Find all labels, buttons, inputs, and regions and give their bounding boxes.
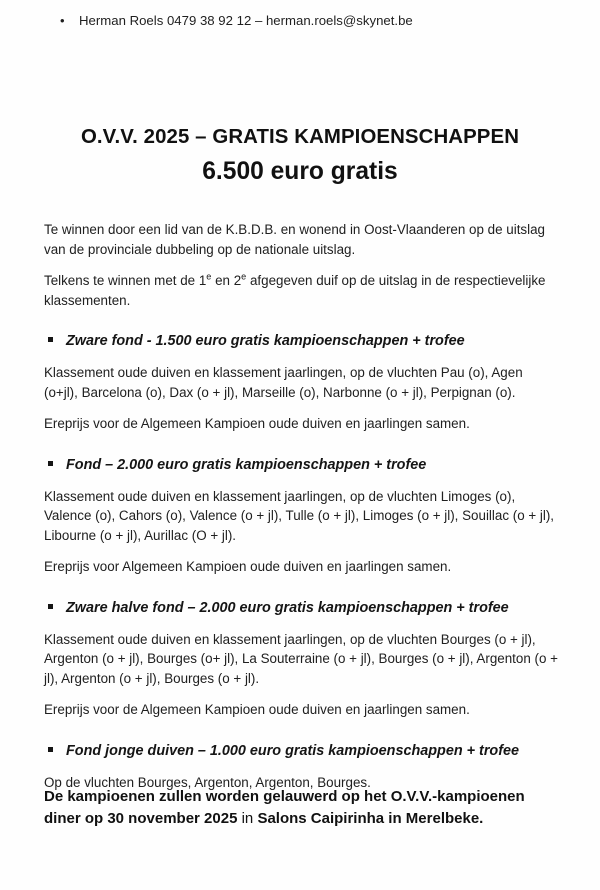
section-paragraph: Op de vluchten Bourges, Argenton, Argenton, Bourges. [44, 774, 371, 790]
section-heading [44, 332, 560, 351]
section-paragraph: Klassement oude duiven en klassement jaarlingen, op de vluchten Limoges (o), Valence (o), Cahors (o), Valence (o + jl), Tulle (o + jl), Limoges (o + jl), Souillac (o + jl), Libourne (o + jl), Aurillac (O + jl). [44, 488, 555, 543]
section-heading-label: Fond – 2.000 euro gratis kampioenschappen + trofee [66, 456, 427, 473]
square-bullet-icon [44, 329, 66, 347]
closing-bold-part-1: De kampioenen zullen worden gelauwerd op het O.V.V.-kampioenen diner op 30 november 2025 [44, 788, 525, 827]
section-zware-fond [44, 332, 560, 434]
ordinal-superscript-first: e [206, 271, 212, 282]
round-bullet-icon: • [60, 13, 65, 28]
contact-text: Herman Roels 0479 38 92 12 – herman.roels@skynet.be [79, 13, 413, 28]
section-paragraph: Ereprijs voor Algemeen Kampioen oude duiven en jaarlingen samen. [44, 559, 452, 574]
section-zware-halve-fond [44, 599, 560, 720]
section-heading-label: Zware halve fond – 2.000 euro gratis kampioenschappen + trofee [66, 599, 509, 616]
page-subtitle: 6.500 euro gratis [202, 158, 398, 185]
intro2-part-b: en 2 [211, 273, 242, 288]
page-title: O.V.V. 2025 – GRATIS KAMPIOENSCHAPPEN [80, 126, 520, 148]
document-body [44, 220, 560, 792]
contact-bullet-line [60, 12, 560, 30]
section-heading [44, 456, 560, 475]
section-heading [44, 742, 560, 761]
ordinal-superscript-second: e [241, 271, 247, 282]
closing-statement [44, 786, 560, 830]
square-bullet-icon [44, 739, 66, 757]
section-heading-label: Fond jonge duiven – 1.000 euro gratis kampioenschappen + trofee [66, 742, 520, 759]
section-paragraph: Klassement oude duiven en klassement jaarlingen, op de vluchten Pau (o), Agen (o+jl), Barcelona (o), Dax (o + jl), Marseille (o), Narbonne (o + jl), Perpignan (o). [44, 365, 523, 400]
section-paragraph: Ereprijs voor de Algemeen Kampioen oude duiven en jaarlingen samen. [44, 702, 470, 717]
section-fond [44, 456, 560, 577]
section-heading-label: Zware fond - 1.500 euro gratis kampioenschappen + trofee [66, 333, 465, 349]
intro-paragraph-1: Te winnen door een lid van de K.B.D.B. en wonend in Oost-Vlaanderen op de uitslag van de provinciale dubbeling op de nationale uitslag. [44, 222, 545, 257]
intro-paragraph-2 [44, 271, 560, 310]
intro2-part-c: afgegeven duif op de uitslag in de respectievelijke klassementen. [44, 273, 546, 308]
section-heading [44, 599, 560, 618]
section-fond-jonge-duiven [44, 742, 560, 793]
square-bullet-icon [44, 596, 66, 614]
square-bullet-icon [44, 453, 66, 471]
intro2-part-a: Telkens te winnen met de 1 [44, 273, 207, 288]
closing-regular-part: in [237, 810, 258, 827]
section-paragraph: Klassement oude duiven en klassement jaarlingen, op de vluchten Bourges (o + jl), Argenton (o + jl), Bourges (o+ jl), La Souterraine (o + jl), Bourges (o + jl), Argenton (o + jl), Argenton (o + jl), Bourges (o + jl). [44, 631, 558, 686]
closing-bold-part-2: Salons Caipirinha in Merelbeke. [257, 810, 484, 827]
section-paragraph: Ereprijs voor de Algemeen Kampioen oude duiven en jaarlingen samen. [44, 416, 470, 431]
